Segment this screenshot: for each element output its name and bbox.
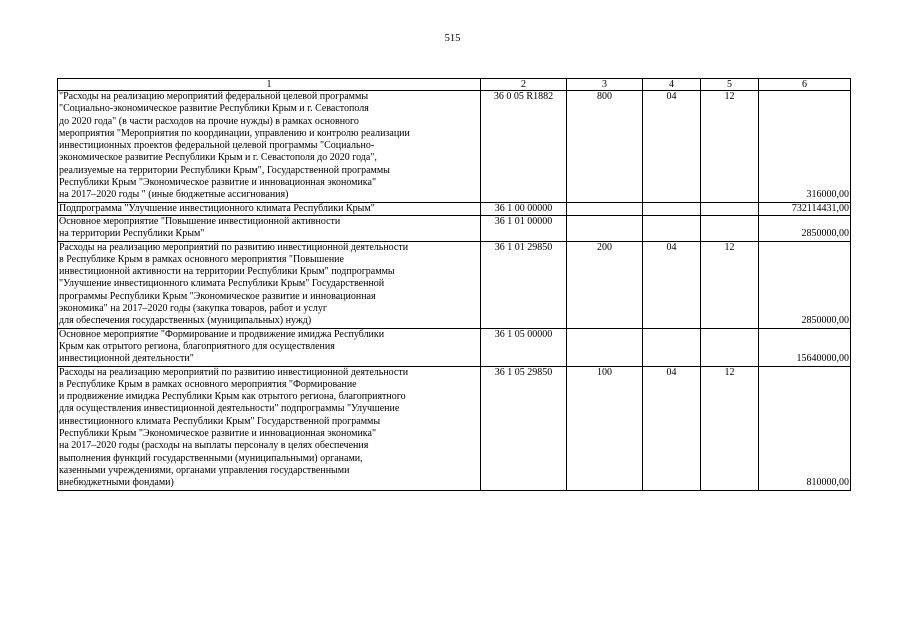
amount: 316000,00	[759, 91, 851, 203]
row-description: Основное мероприятие "Повышение инвестиционной активности на территории Республики Крым"	[58, 215, 481, 241]
row-description: Основное мероприятие "Формирование и продвижение имиджа Республики Крым как отрытого региона, благоприятного для осуществления инвестиционной деятельности"	[58, 328, 481, 366]
amount: 15640000,00	[759, 328, 851, 366]
row-description: Подпрограмма "Улучшение инвестиционного климата Республики Крым"	[58, 202, 481, 215]
section-code: 04	[643, 241, 701, 328]
budget-table	[57, 78, 851, 491]
table-row	[58, 202, 851, 215]
section-code	[643, 215, 701, 241]
table-row	[58, 328, 851, 366]
subsection-code	[701, 215, 759, 241]
subsection-code	[701, 328, 759, 366]
target-article-code: 36 1 01 00000	[481, 215, 567, 241]
section-code: 04	[643, 366, 701, 490]
column-header: 6	[759, 79, 851, 91]
target-article-code: 36 1 01 29850	[481, 241, 567, 328]
row-description: "Расходы на реализацию мероприятий федеральной целевой программы "Социально-экономическое развитие Республики Крым и г. Севастополя до 2020 года" (в части расходов на прочие нужды) в рамках основного мероприятия "Мероприятия по координации, управлению и контролю реализации инвестиционных проектов федеральной целевой программы "Социально- экономическое развитие Республики Крым и г. Севастополя до 2020 года", реализуемые на территории Республики Крым", Государственной программы Республики Крым "Экономическое развитие и инновационная экономика" на 2017–2020 годы " (иные бюджетные ассигнования)	[58, 91, 481, 203]
subsection-code: 12	[701, 91, 759, 203]
table-row	[58, 215, 851, 241]
section-code	[643, 328, 701, 366]
row-description: Расходы на реализацию мероприятий по развитию инвестиционной деятельности в Республике Крым в рамках основного мероприятия "Повышение инвестиционной активности на территории Республики Крым" подпрограммы "Улучшение инвестиционного климата Республики Крым" Государственной программы Республики Крым "Экономическое развитие и инновационная экономика" на 2017–2020 годы (закупка товаров, работ и услуг для обеспечения государственных (муниципальных) нужд)	[58, 241, 481, 328]
target-article-code: 36 0 05 R1882	[481, 91, 567, 203]
amount: 810000,00	[759, 366, 851, 490]
subsection-code: 12	[701, 241, 759, 328]
column-header: 2	[481, 79, 567, 91]
expense-type-code: 800	[567, 91, 643, 203]
table-row	[58, 91, 851, 203]
table-header-row	[58, 79, 851, 91]
target-article-code: 36 1 00 00000	[481, 202, 567, 215]
section-code: 04	[643, 91, 701, 203]
amount: 2850000,00	[759, 241, 851, 328]
table-row	[58, 241, 851, 328]
amount: 732114431,00	[759, 202, 851, 215]
expense-type-code: 100	[567, 366, 643, 490]
row-description: Расходы на реализацию мероприятий по развитию инвестиционной деятельности в Республике Крым в рамках основного мероприятия "Формирование и продвижение имиджа Республики Крым как отрытого региона, благоприятного для осуществления инвестиционной деятельности" подпрограммы "Улучшение инвестиционного климата Республики Крым" Государственной программы Республики Крым "Экономическое развитие и инновационная экономика" на 2017–2020 годы (расходы на выплаты персоналу в целях обеспечения выполнения функций государственными (муниципальными) органами, казенными учреждениями, органами управления государственными внебюджетными фондами)	[58, 366, 481, 490]
subsection-code	[701, 202, 759, 215]
column-header: 1	[58, 79, 481, 91]
column-header: 3	[567, 79, 643, 91]
amount: 2850000,00	[759, 215, 851, 241]
column-header: 4	[643, 79, 701, 91]
expense-type-code	[567, 202, 643, 215]
column-header: 5	[701, 79, 759, 91]
page-number: 515	[444, 33, 461, 44]
expense-type-code	[567, 215, 643, 241]
expense-type-code	[567, 328, 643, 366]
section-code	[643, 202, 701, 215]
target-article-code: 36 1 05 29850	[481, 366, 567, 490]
expense-type-code: 200	[567, 241, 643, 328]
table-row	[58, 366, 851, 490]
subsection-code: 12	[701, 366, 759, 490]
target-article-code: 36 1 05 00000	[481, 328, 567, 366]
